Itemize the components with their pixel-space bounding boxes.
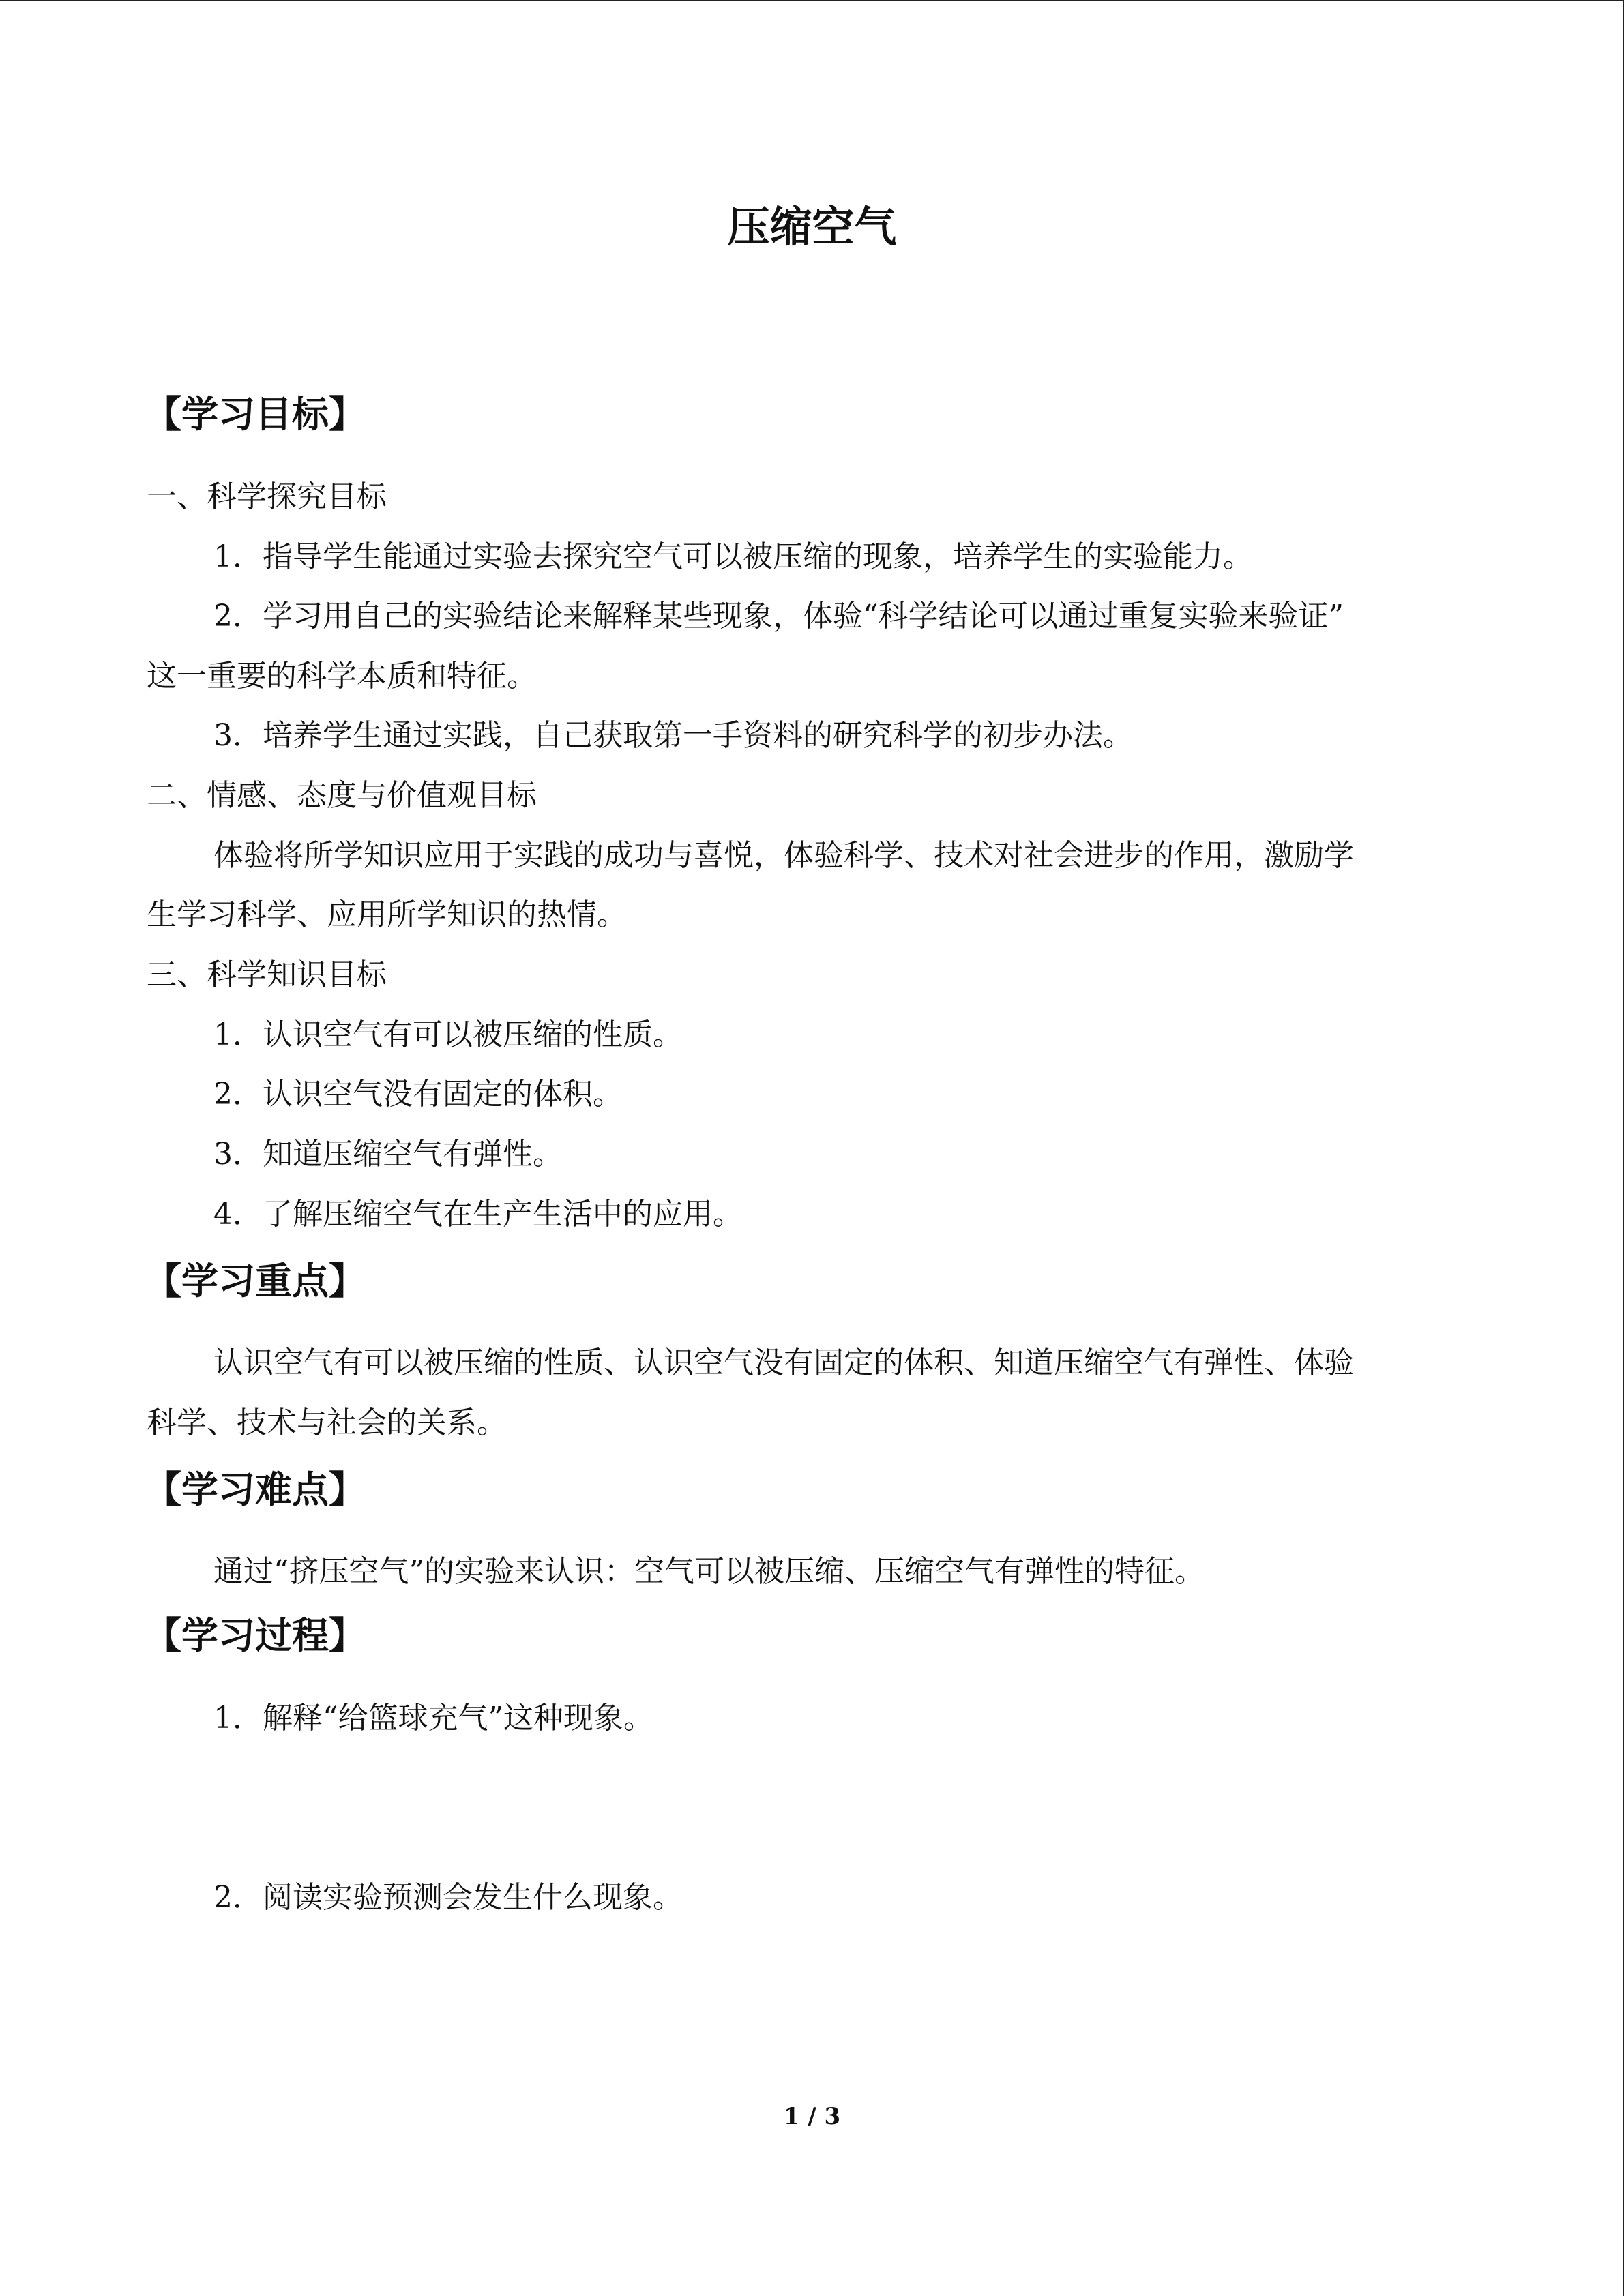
section-heading-key-points: 【学习重点】	[145, 1259, 366, 1302]
page-number: 1 / 3	[783, 2103, 841, 2130]
list-item: 3．知道压缩空气有弹性。	[213, 1137, 563, 1172]
paragraph-line: 认识空气有可以被压缩的性质、认识空气没有固定的体积、知道压缩空气有弹性、体验	[213, 1345, 1354, 1380]
list-item: 1．认识空气有可以被压缩的性质。	[213, 1017, 683, 1052]
list-item: 2．学习用自己的实验结论来解释某些现象，体验“科学结论可以通过重复实验来验证”	[213, 599, 1344, 633]
paragraph-line: 通过“挤压空气”的实验来认识：空气可以被压缩、压缩空气有弹性的特征。	[213, 1554, 1205, 1589]
paragraph-line: 科学、技术与社会的关系。	[147, 1405, 507, 1440]
document-title: 压缩空气	[727, 202, 897, 252]
list-item: 2．认识空气没有固定的体积。	[213, 1077, 623, 1112]
subheading-inquiry-goals: 一、科学探究目标	[147, 479, 387, 514]
paragraph-line: 体验将所学知识应用于实践的成功与喜悦，体验科学、技术对社会进步的作用，激励学	[213, 838, 1354, 873]
list-item-continuation: 这一重要的科学本质和特征。	[147, 659, 537, 694]
section-heading-process: 【学习过程】	[145, 1613, 366, 1657]
list-item: 1．指导学生能通过实验去探究空气可以被压缩的现象，培养学生的实验能力。	[213, 539, 1253, 574]
list-item: 3．培养学生通过实践，自己获取第一手资料的研究科学的初步办法。	[213, 718, 1133, 753]
list-item: 1．解释“给篮球充气”这种现象。	[213, 1701, 653, 1735]
list-item: 4．了解压缩空气在生产生活中的应用。	[213, 1197, 743, 1232]
section-heading-objectives: 【学习目标】	[145, 392, 366, 436]
paragraph-line: 生学习科学、应用所学知识的热情。	[147, 897, 627, 932]
subheading-knowledge-goals: 三、科学知识目标	[147, 957, 387, 992]
list-item: 2．阅读实验预测会发生什么现象。	[213, 1880, 683, 1915]
section-heading-difficulties: 【学习难点】	[145, 1467, 366, 1511]
subheading-attitude-goals: 二、情感、态度与价值观目标	[147, 778, 537, 813]
